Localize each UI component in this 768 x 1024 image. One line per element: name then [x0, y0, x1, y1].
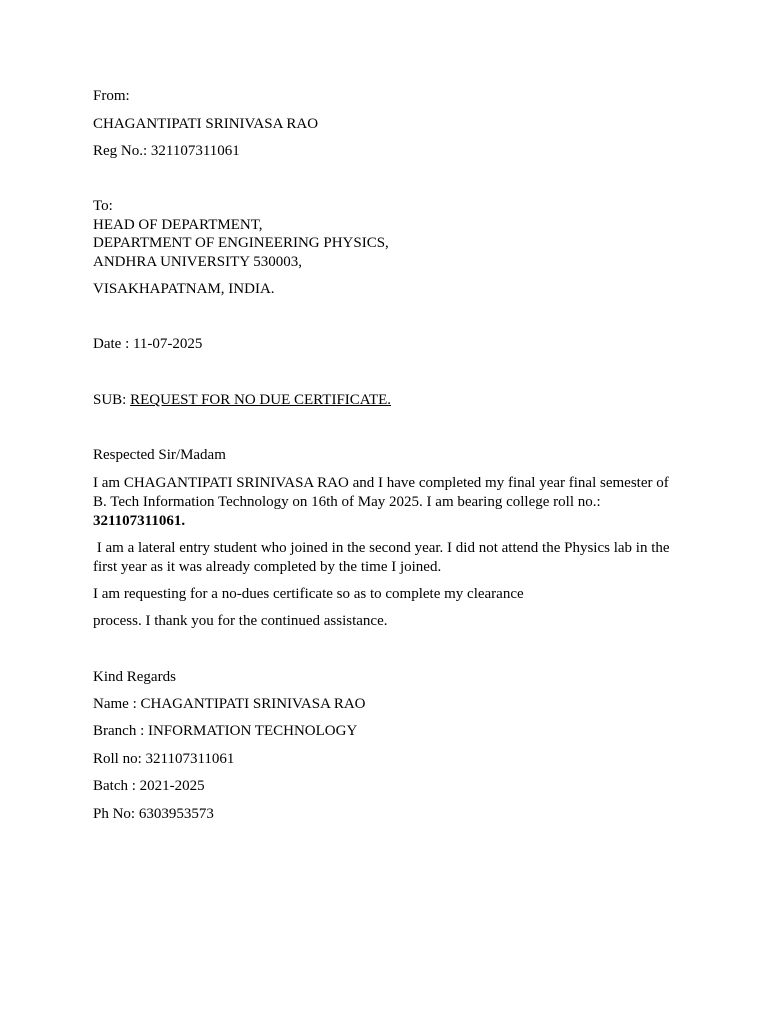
closing-batch: Batch : 2021-2025	[93, 778, 205, 794]
recipient-line-3: ANDHRA UNIVERSITY 530003,	[93, 254, 303, 270]
body-paragraph-1	[93, 474, 683, 531]
to-heading: To:	[93, 198, 113, 214]
recipient-line-2: DEPARTMENT OF ENGINEERING PHYSICS,	[93, 235, 389, 251]
body-paragraph-3: I am requesting for a no-dues certificate so as to complete my clearance	[93, 586, 524, 602]
letter-date: Date : 11-07-2025	[93, 336, 203, 352]
body-paragraph-4: process. I thank you for the continued assistance.	[93, 613, 388, 629]
subject-text: REQUEST FOR NO DUE CERTIFICATE.	[130, 392, 392, 408]
sender-reg-no: Reg No.: 321107311061	[93, 143, 240, 159]
closing-roll-no: Roll no: 321107311061	[93, 751, 235, 767]
closing-name: Name : CHAGANTIPATI SRINIVASA RAO	[93, 696, 366, 712]
recipient-line-1: HEAD OF DEPARTMENT,	[93, 217, 263, 233]
closing-branch: Branch : INFORMATION TECHNOLOGY	[93, 723, 358, 739]
salutation: Respected Sir/Madam	[93, 447, 226, 463]
recipient-line-4: VISAKHAPATNAM, INDIA.	[93, 281, 275, 297]
body-paragraph-2: I am a lateral entry student who joined in the second year. I did not attend the Physics lab in the first year as it was already completed by the time I joined.	[93, 540, 674, 575]
subject-line	[93, 391, 683, 409]
body-roll-number: 321107311061.	[93, 513, 186, 529]
sender-name: CHAGANTIPATI SRINIVASA RAO	[93, 116, 319, 132]
from-heading: From:	[93, 88, 130, 104]
closing-regards: Kind Regards	[93, 669, 176, 685]
body-paragraph-1-text: I am CHAGANTIPATI SRINIVASA RAO and I have completed my final year final semester of B. Tech Information Technology on 16th of May 2025. I am bearing college roll no.:	[93, 475, 669, 510]
closing-phone: Ph No: 6303953573	[93, 806, 214, 822]
subject-prefix: SUB:	[93, 392, 131, 408]
